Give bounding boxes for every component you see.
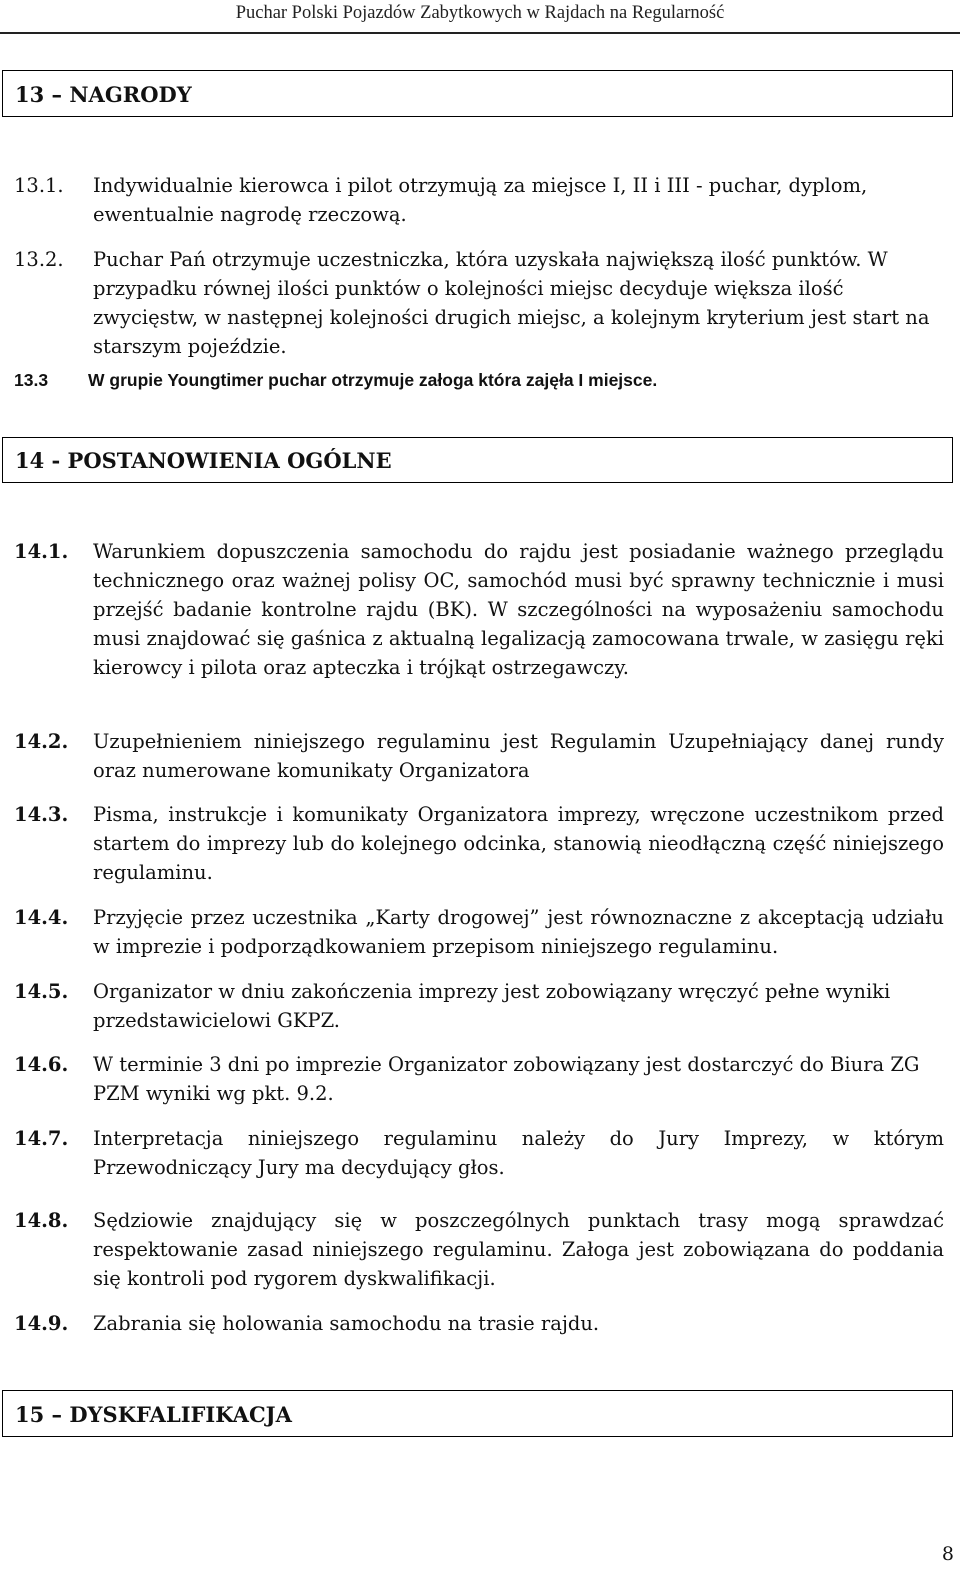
clause-text: Organizator w dniu zakończenia imprezy jest zobowiązany wręczyć pełne wyniki przedstawicielowi GKPZ.: [93, 980, 891, 1032]
clause-number: 14.1.: [14, 540, 69, 563]
clause-14-8: [14, 1206, 944, 1293]
clause-14-9: [14, 1309, 944, 1338]
clause-text: Interpretacja niniejszego regulaminu należy do Jury Imprezy, w którym Przewodniczący Jury ma decydujący głos.: [93, 1127, 944, 1179]
clause-text: Warunkiem dopuszczenia samochodu do rajdu jest posiadanie ważnego przeglądu technicznego oraz ważnej polisy OC, samochód musi być sprawny technicznie i musi przejść badanie kontrolne rajdu (BK). W szczególności na wyposażeniu samochodu musi znajdować się gaśnica z aktualną legalizacją zamocowana trwale, w zasięgu ręki kierowcy i pilota oraz apteczka i trójkąt ostrzegawczy.: [93, 540, 944, 679]
clause-number: 14.2.: [14, 730, 69, 753]
clause-text: Zabrania się holowania samochodu na trasie rajdu.: [93, 1312, 600, 1335]
section-15-heading: 15 – DYSKFALIFIKACJA: [2, 1390, 953, 1437]
clause-text: Sędziowie znajdujący się w poszczególnych punktach trasy mogą sprawdzać respektowanie zasad niniejszego regulaminu. Załoga jest zobowiązana do poddania się kontroli pod rygorem dyskwalifikacji.: [93, 1209, 944, 1290]
clause-number: 14.9.: [14, 1312, 69, 1335]
clause-number: 14.4.: [14, 906, 69, 929]
clause-text: W grupie Youngtimer puchar otrzymuje załoga która zajęła I miejsce.: [88, 370, 658, 390]
clause-number: 13.1.: [14, 174, 64, 197]
clause-13-3: [14, 367, 944, 393]
clause-14-4: [14, 903, 944, 961]
clause-number: 14.7.: [14, 1127, 69, 1150]
clause-text: W terminie 3 dni po imprezie Organizator zobowiązany jest dostarczyć do Biura ZG PZM wyniki wg pkt. 9.2.: [93, 1053, 920, 1105]
section-14-heading: 14 - POSTANOWIENIA OGÓLNE: [2, 437, 953, 483]
clause-14-6: [14, 1050, 944, 1108]
header-rule: [0, 32, 960, 34]
clause-text: Uzupełnieniem niniejszego regulaminu jest Regulamin Uzupełniający danej rundy oraz numerowane komunikaty Organizatora: [93, 730, 944, 782]
clause-14-2: [14, 727, 944, 785]
clause-14-1: [14, 537, 944, 682]
clause-number: 13.2.: [14, 248, 64, 271]
clause-text: Przyjęcie przez uczestnika „Karty drogowej” jest równoznaczne z akceptacją udziału w imprezie i podporządkowaniem przepisom niniejszego regulaminu.: [93, 906, 944, 958]
clause-14-7: [14, 1124, 944, 1182]
clause-number: 14.8.: [14, 1209, 69, 1232]
clause-number: 14.3.: [14, 803, 69, 826]
clause-number: 14.6.: [14, 1053, 69, 1076]
clause-14-3: [14, 800, 944, 887]
clause-text: Puchar Pań otrzymuje uczestniczka, która uzyskała największą ilość punktów. W przypadku równej ilości punktów o kolejności miejsc decyduje większa ilość zwycięstw, w następnej kolejności drugich miejsc, a kolejnym kryterium jest start na starszym pojeździe.: [93, 248, 930, 358]
clause-text: Indywidualnie kierowca i pilot otrzymują za miejsce I, II i III - puchar, dyplom, ewentualnie nagrodę rzeczową.: [93, 174, 868, 226]
clause-14-5: [14, 977, 944, 1035]
clause-13-2: [14, 245, 944, 361]
clause-text: Pisma, instrukcje i komunikaty Organizatora imprezy, wręczone uczestnikom przed startem do imprezy lub do kolejnego odcinka, stanowią nieodłączną część niniejszego regulaminu.: [93, 803, 944, 884]
clause-number: 14.5.: [14, 980, 69, 1003]
section-13-heading: 13 – NAGRODY: [2, 70, 953, 117]
page-number: 8: [941, 1543, 954, 1565]
clause-number: 13.3: [14, 370, 49, 390]
running-header: Puchar Polski Pojazdów Zabytkowych w Rajdach na Regularność: [235, 3, 725, 23]
clause-13-1: [14, 171, 944, 229]
